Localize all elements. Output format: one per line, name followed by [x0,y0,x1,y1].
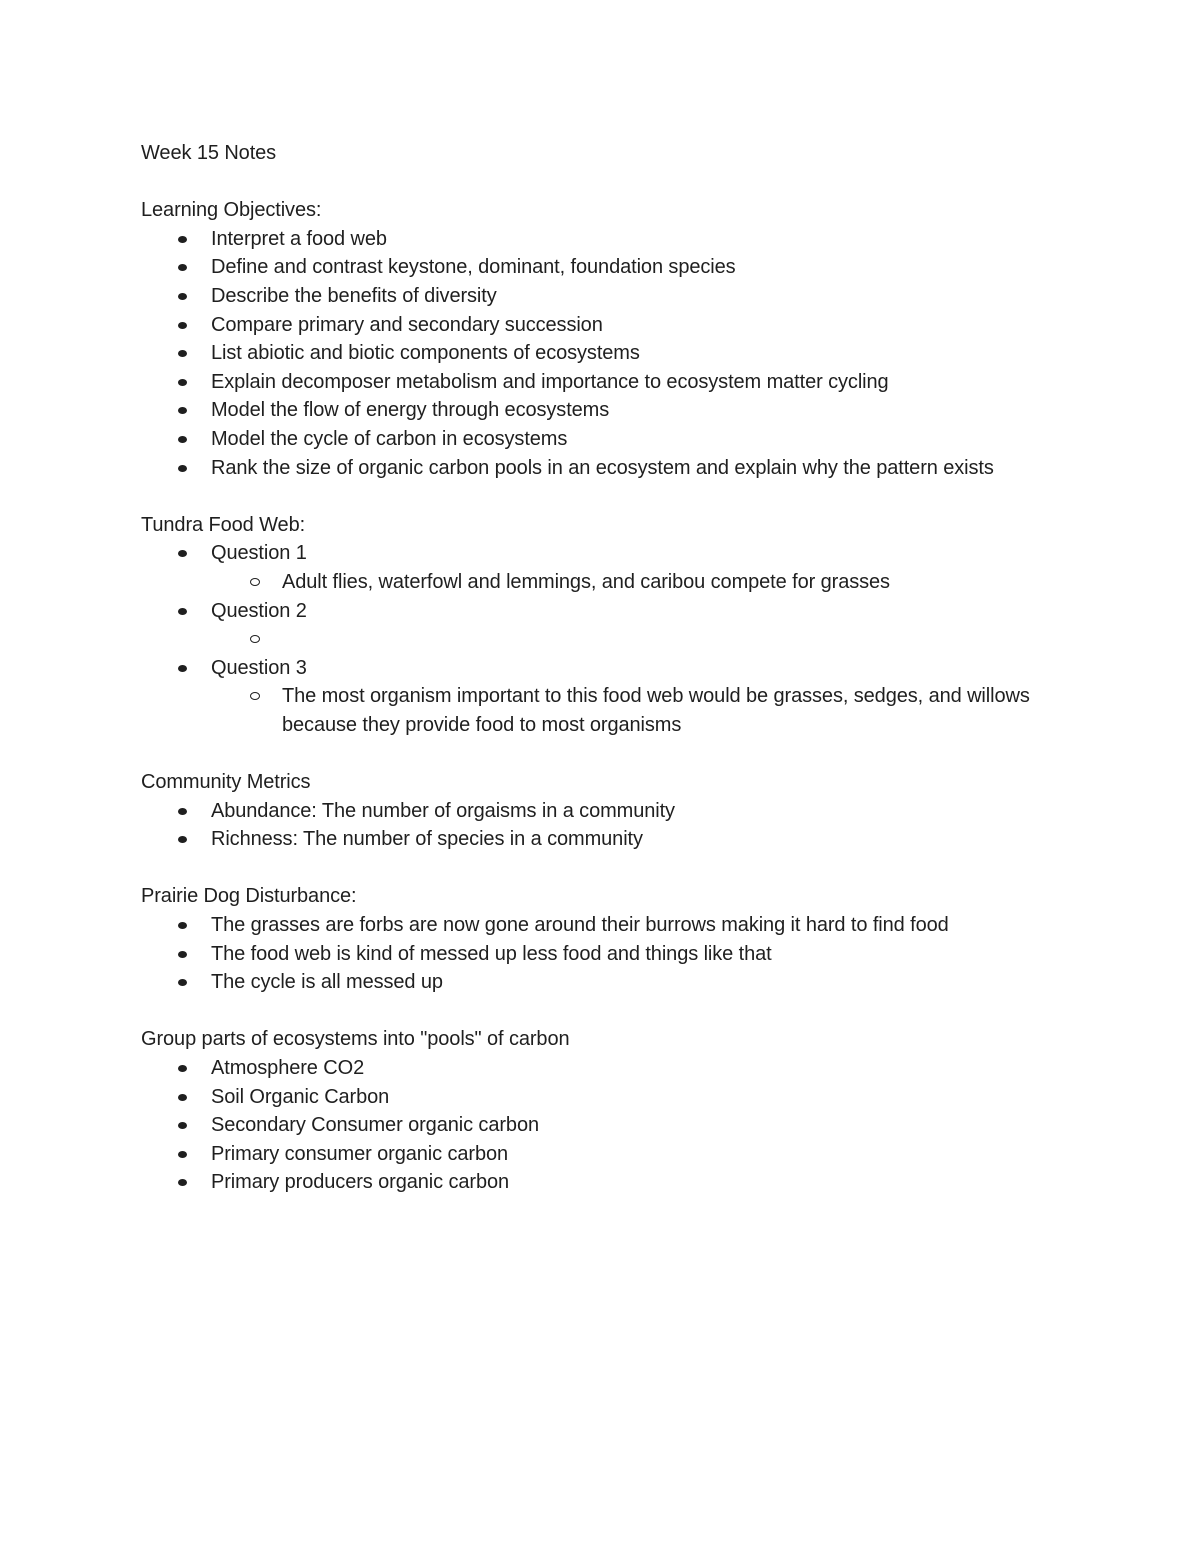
list-item: Secondary Consumer organic carbon [141,1111,1041,1140]
bullet-icon [178,1179,187,1186]
bullet-icon [178,322,187,329]
question-item: Question 2 [141,597,1041,654]
list-item: Model the cycle of carbon in ecosystems [141,425,1041,454]
document-page [141,139,1041,1197]
list-item: Describe the benefits of diversity [141,282,1041,311]
section-heading-tundra: Tundra Food Web: [141,513,306,536]
bullet-icon [178,1151,187,1158]
section-heading-carbon: Group parts of ecosystems into "pools" of carbon [141,1028,570,1051]
spacer [141,997,1041,1026]
bullet-icon [178,436,187,443]
bullet-icon [178,836,187,843]
tundra-question-list [141,539,1041,739]
bullet-icon [178,550,187,557]
list-item: Model the flow of energy through ecosystems [141,396,1041,425]
bullet-icon [178,379,187,386]
bullet-icon [178,1065,187,1072]
section-heading-prairie: Prairie Dog Disturbance: [141,885,357,908]
bullet-icon [178,951,187,958]
section-heading-objectives: Learning Objectives: [141,199,322,222]
list-item: The cycle is all messed up [141,968,1041,997]
list-item: Explain decomposer metabolism and importance to ecosystem matter cycling [141,368,1041,397]
question-item: Question 1 Adult flies, waterfowl and lemmings, and caribou compete for grasses [141,539,1041,596]
answer-item [211,625,1041,654]
list-item: Abundance: The number of orgaisms in a community [141,797,1041,826]
bullet-icon [178,922,187,929]
question-item: Question 3 The most organism important to this food web would be grasses, sedges, and willows because they provide food to most organisms [141,654,1041,740]
hollow-bullet-icon [250,578,260,586]
bullet-icon [178,264,187,271]
list-item: Soil Organic Carbon [141,1083,1041,1112]
bullet-icon [178,1122,187,1129]
prairie-list [141,911,1041,997]
list-item: Interpret a food web [141,225,1041,254]
bullet-icon [178,608,187,615]
section-heading-metrics: Community Metrics [141,771,311,794]
bullet-icon [178,1094,187,1101]
bullet-icon [178,236,187,243]
metrics-list [141,797,1041,854]
carbon-pools-list [141,1054,1041,1197]
list-item: Primary producers organic carbon [141,1168,1041,1197]
bullet-icon [178,665,187,672]
list-item: The food web is kind of messed up less food and things like that [141,940,1041,969]
document-title: Week 15 Notes [141,142,277,164]
hollow-bullet-icon [250,635,260,643]
bullet-icon [178,293,187,300]
answer-item: Adult flies, waterfowl and lemmings, and caribou compete for grasses [211,568,1041,597]
spacer [141,854,1041,883]
list-item: Compare primary and secondary succession [141,311,1041,340]
list-item: Define and contrast keystone, dominant, foundation species [141,253,1041,282]
bullet-icon [178,407,187,414]
objectives-list [141,225,1041,482]
list-item: The grasses are forbs are now gone around their burrows making it hard to find food [141,911,1041,940]
bullet-icon [178,808,187,815]
spacer [141,482,1041,511]
bullet-icon [178,979,187,986]
spacer [141,168,1041,197]
list-item: Atmosphere CO2 [141,1054,1041,1083]
answer-list [211,682,1041,739]
answer-list [211,568,1041,597]
list-item: Richness: The number of species in a community [141,825,1041,854]
answer-item: The most organism important to this food web would be grasses, sedges, and willows because they provide food to most organisms [211,682,1042,739]
bullet-icon [178,465,187,472]
hollow-bullet-icon [250,692,260,700]
answer-list [211,625,1041,654]
list-item: List abiotic and biotic components of ecosystems [141,339,1041,368]
spacer [141,739,1041,768]
list-item: Primary consumer organic carbon [141,1140,1041,1169]
list-item: Rank the size of organic carbon pools in an ecosystem and explain why the pattern exists [141,454,1011,483]
bullet-icon [178,350,187,357]
